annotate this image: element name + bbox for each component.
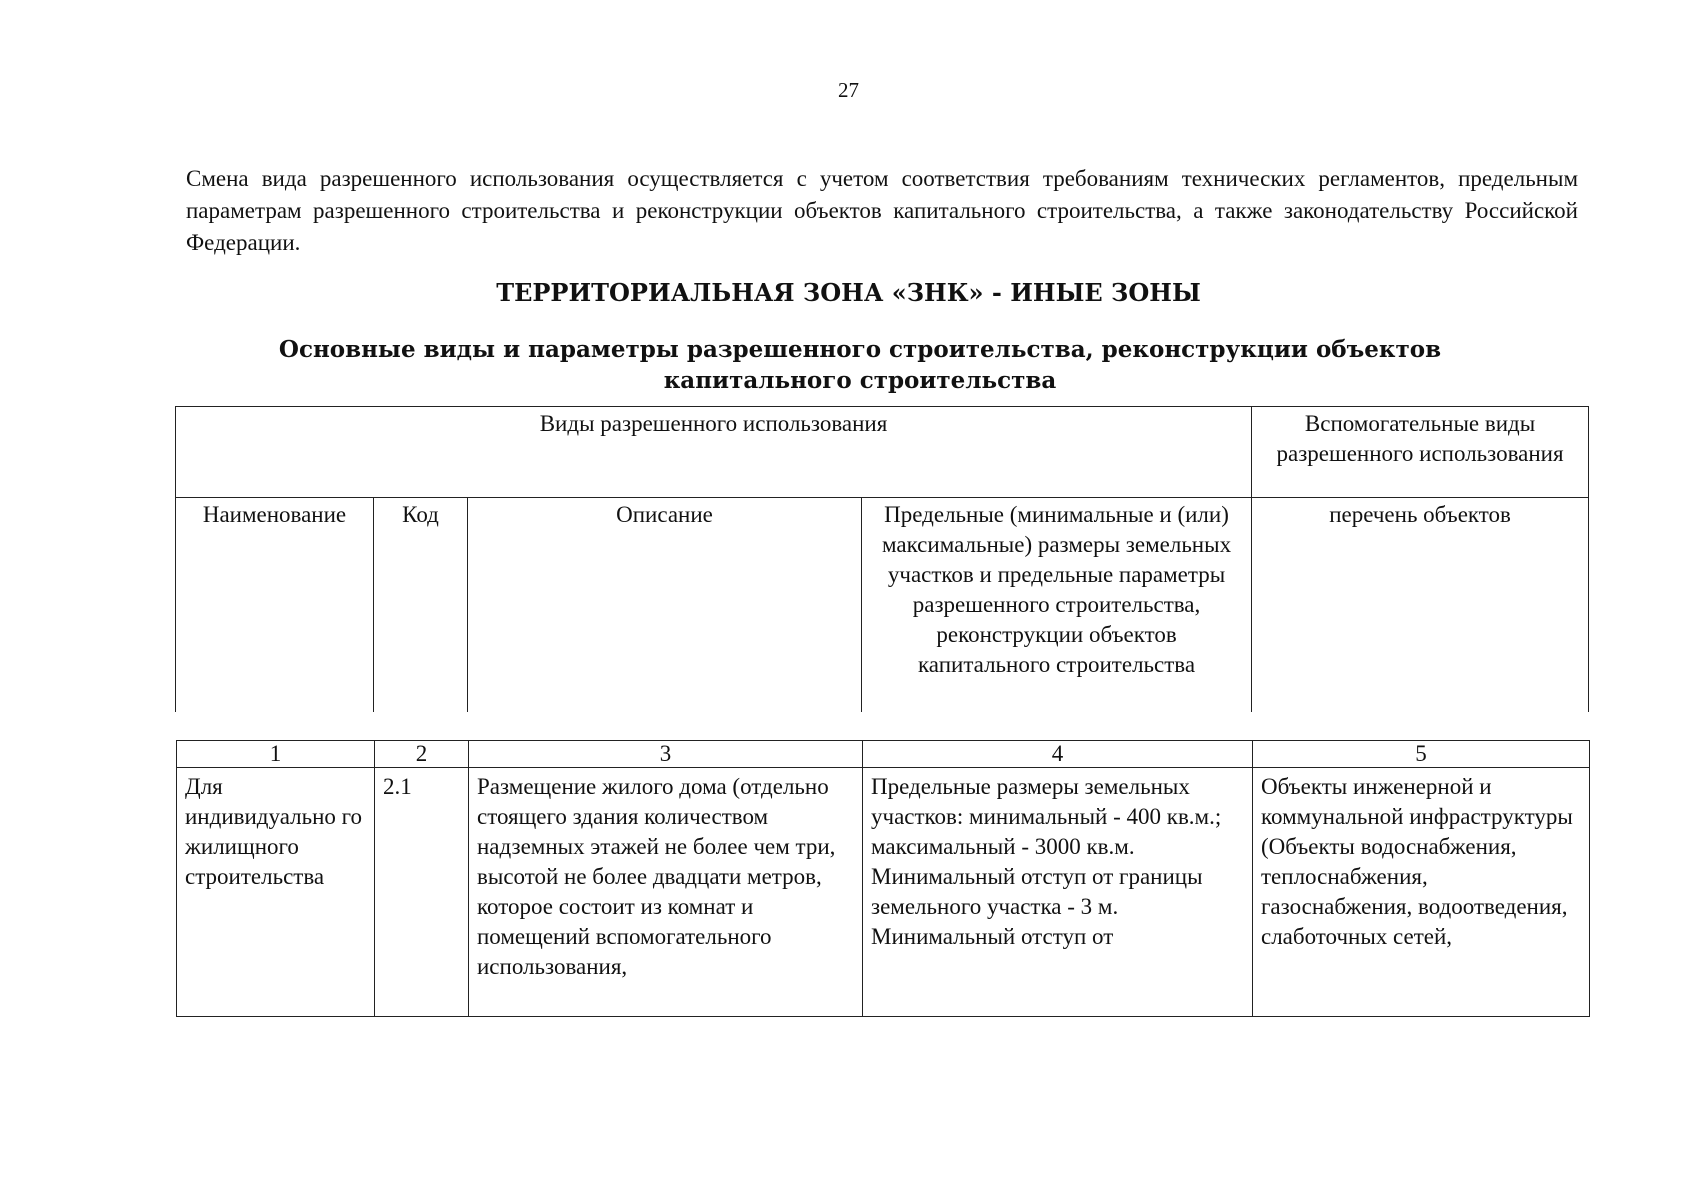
header-code: Код [374, 498, 468, 713]
header-group-aux: Вспомогательные виды разрешенного использования [1252, 407, 1589, 498]
page-number: 27 [838, 78, 859, 102]
cell-code: 2.1 [375, 768, 469, 1017]
column-number: 1 [177, 741, 375, 768]
header-name: Наименование [176, 498, 374, 713]
section-title: Основные виды и параметры разрешенного строительства, реконструкции объектов капитального строительства [278, 336, 1442, 394]
header-group-main: Виды разрешенного использования [176, 407, 1252, 498]
cell-name: Для индивидуально го жилищного строительства [177, 768, 375, 1017]
header-aux-list: перечень объектов [1252, 498, 1589, 713]
cell-description: Размещение жилого дома (отдельно стоящего здания количеством надземных этажей не более чем три, высотой не более двадцати метров, которое состоит из комнат и помещений вспомогательного использования, [469, 768, 863, 1017]
column-number: 3 [469, 741, 863, 768]
table-header [175, 406, 1589, 712]
table-body [176, 740, 1590, 1017]
column-number: 4 [863, 741, 1253, 768]
intro-paragraph: Смена вида разрешенного использования осуществляется с учетом соответствия требованиям технических регламентов, предельным параметрам разрешенного строительства и реконструкции объектов капитального строительства, а также законодательству Российской Федерации. [186, 166, 1578, 255]
header-description: Описание [468, 498, 862, 713]
zone-title: ТЕРРИТОРИАЛЬНАЯ ЗОНА «ЗНК» - ИНЫЕ ЗОНЫ [496, 278, 1201, 307]
cell-aux: Объекты инженерной и коммунальной инфраструктуры (Объекты водоснабжения, теплоснабжения, газоснабжения, водоотведения, слаботочных сетей, [1253, 768, 1590, 1017]
column-number: 2 [375, 741, 469, 768]
column-number: 5 [1253, 741, 1590, 768]
table-row [177, 768, 1590, 1017]
cell-params: Предельные размеры земельных участков: минимальный - 400 кв.м.; максимальный - 3000 кв.м. Минимальный отступ от границы земельного участка - 3 м. Минимальный отступ от [863, 768, 1253, 1017]
header-params: Предельные (минимальные и (или) максимальные) размеры земельных участков и предельные параметры разрешенного строительства, реконструкции объектов капитального строительства [862, 498, 1252, 713]
